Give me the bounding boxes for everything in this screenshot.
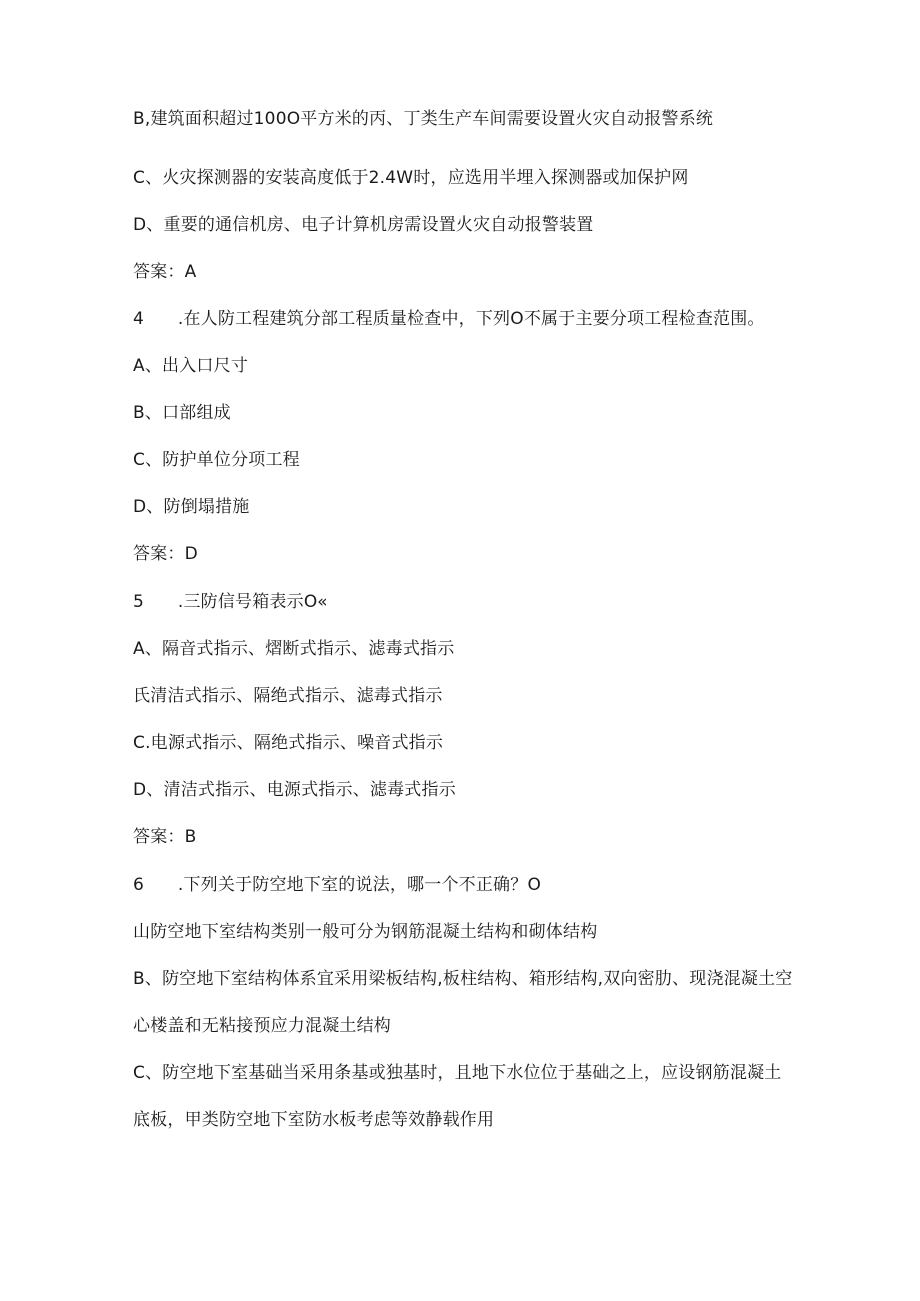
- option-b-q3: B,建筑面积超过100O平方米的丙、丁类生产车间需要设置火灾自动报警系统: [133, 109, 714, 129]
- option-c-q6-continued: 底板，甲类防空地下室防水板考虑等效静载作用: [133, 1110, 495, 1130]
- question-4: 4 .在人防工程建筑分部工程质量检查中，下列O不属于主要分项工程检查范围。: [133, 309, 765, 329]
- answer-q4: 答案：D: [133, 544, 198, 564]
- answer-q3: 答案：A: [133, 262, 197, 282]
- option-a-q6: 山防空地下室结构类别一般可分为钢筋混凝土结构和砌体结构: [133, 922, 598, 942]
- option-d-q3: D、重要的通信机房、电子计算机房需设置火灾自动报警装置: [133, 215, 594, 235]
- option-b-q6: B、防空地下室结构体系宜采用梁板结构,板柱结构、箱形结构,双向密肋、现浇混凝土空: [133, 969, 793, 989]
- answer-q5: 答案：B: [133, 827, 197, 847]
- option-a-q5: A、隔音式指示、熠断式指示、滤毒式指示: [133, 639, 455, 659]
- option-b-q5: 氏清洁式指示、隔绝式指示、滤毒式指示: [133, 686, 443, 706]
- option-c-q5: C.电源式指示、隔绝式指示、噪音式指示: [133, 733, 444, 753]
- option-d-q4: D、防倒塌措施: [133, 497, 250, 517]
- option-b-q6-continued: 心楼盖和无粘接预应力混凝土结构: [133, 1016, 391, 1036]
- option-b-q4: B、口部组成: [133, 403, 231, 423]
- option-a-q4: A、出入口尺寸: [133, 356, 249, 376]
- option-c-q6: C、防空地下室基础当采用条基或独基时，且地下水位位于基础之上，应设钢筋混凝土: [133, 1063, 782, 1083]
- question-5: 5 .三防信号箱表示O«: [133, 592, 328, 612]
- question-6: 6 .下列关于防空地下室的说法，哪一个不正确？O: [133, 875, 542, 895]
- option-c-q4: C、防护单位分项工程: [133, 450, 300, 470]
- option-c-q3: C、火灾探测器的安装高度低于2.4W时，应选用半埋入探测器或加保护网: [133, 168, 689, 188]
- option-d-q5: D、清洁式指示、电源式指示、滤毒式指示: [133, 780, 456, 800]
